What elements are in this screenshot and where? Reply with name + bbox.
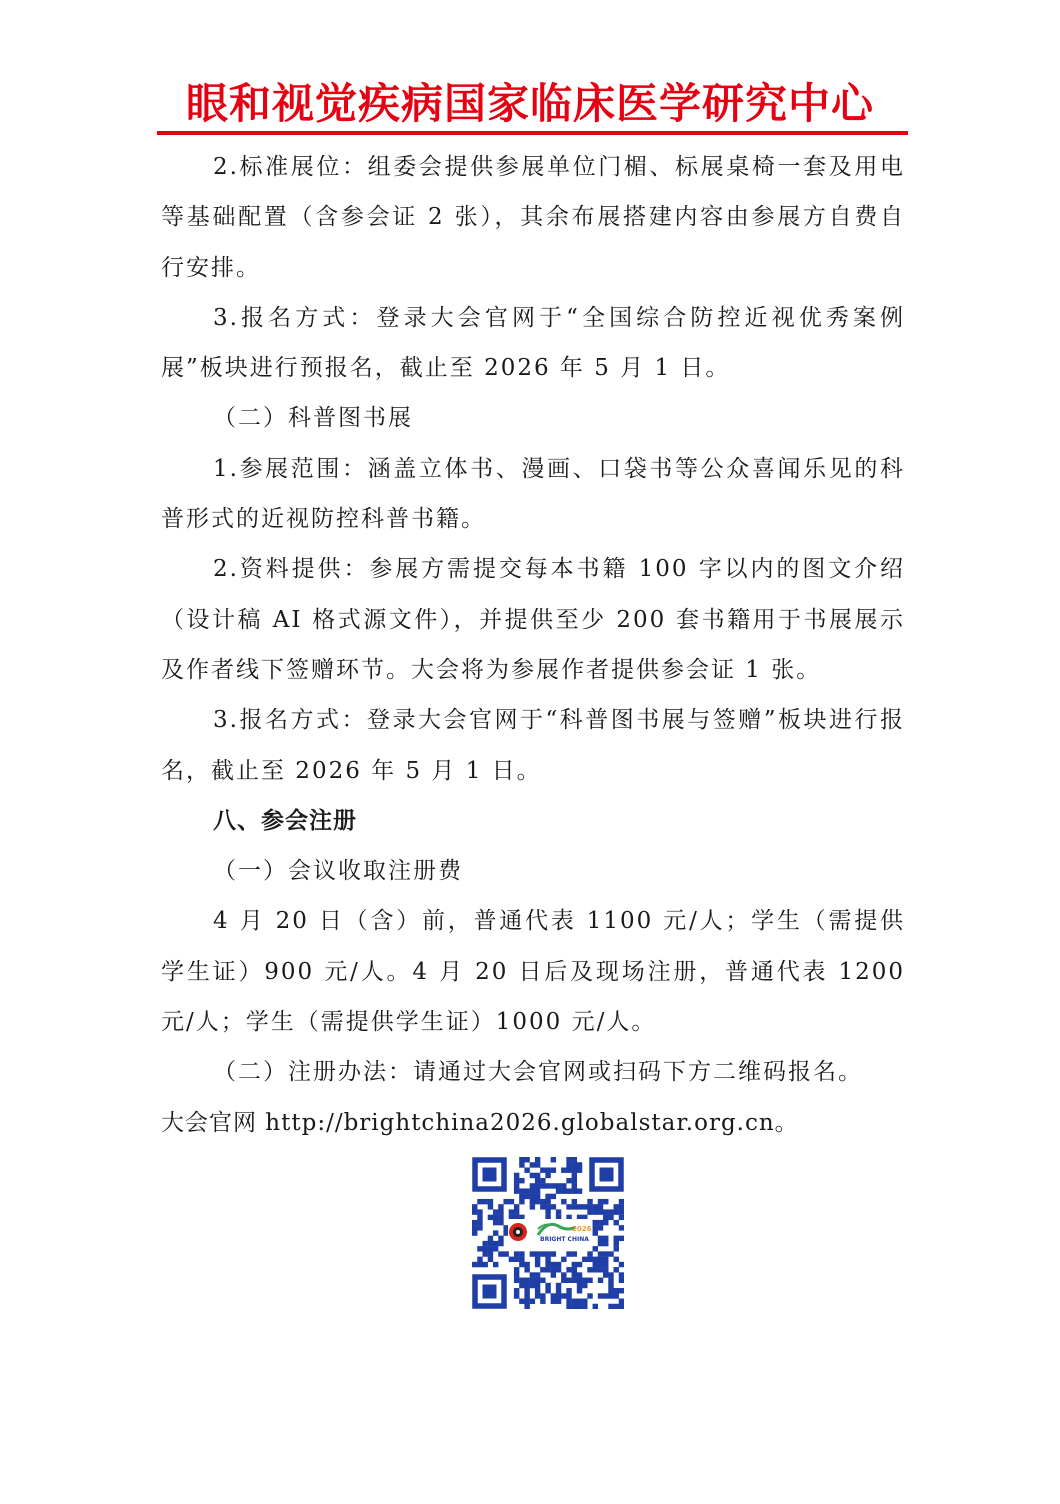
- section-heading-registration: 八、参会注册: [213, 807, 357, 834]
- qr-logo-text: BRIGHT CHINA: [540, 1236, 589, 1243]
- paragraph-exhibition-scope: 1.参展范围：涵盖立体书、漫画、口袋书等公众喜闻乐见的科普形式的近视防控科普书籍。: [161, 455, 905, 533]
- paragraph-material-submission: 2.资料提供：参展方需提交每本书籍 100 字以内的图文介绍（设计稿 AI 格式源文件），并提供至少 200 套书籍用于书展展示及作者线下签赠环节。大会将为参展作者提供参会证 1 张。: [161, 556, 905, 683]
- paragraph-registration-method-1: 3.报名方式：登录大会官网于“全国综合防控近视优秀案例展”板块进行预报名，截止至 2026 年 5 月 1 日。: [161, 304, 905, 382]
- document-body: [161, 142, 905, 1148]
- registration-qr-code[interactable]: [472, 1157, 624, 1309]
- subheading-registration-fee: （一）会议收取注册费: [213, 858, 463, 885]
- paragraph-standard-booth: 2.标准展位：组委会提供参展单位门楣、标展桌椅一套及用电等基础配置（含参会证 2 张），其余布展搭建内容由参展方自费自行安排。: [161, 154, 905, 281]
- header-divider: [157, 131, 908, 135]
- subheading-science-book-exhibition: （二）科普图书展: [213, 405, 413, 432]
- qr-logo-year: 2026: [572, 1225, 592, 1233]
- paragraph-fee-details: 4 月 20 日（含）前，普通代表 1100 元/人；学生（需提供学生证）900 元/人。4 月 20 日后及现场注册，普通代表 1200 元/人；学生（需提供学生证）1000 元/人。: [161, 908, 905, 1036]
- paragraph-official-website: 大会官网 http://brightchina2026.globalstar.org.cn。: [161, 1109, 799, 1136]
- paragraph-registration-instructions: （二）注册办法：请通过大会官网或扫码下方二维码报名。: [213, 1059, 863, 1086]
- header-title: 眼和视觉疾病国家临床医学研究中心: [185, 79, 874, 128]
- eye-logo-icon: [509, 1223, 527, 1241]
- paragraph-registration-method-2: 3.报名方式：登录大会官网于“科普图书展与签赠”板块进行报名，截止至 2026 年 5 月 1 日。: [161, 707, 905, 784]
